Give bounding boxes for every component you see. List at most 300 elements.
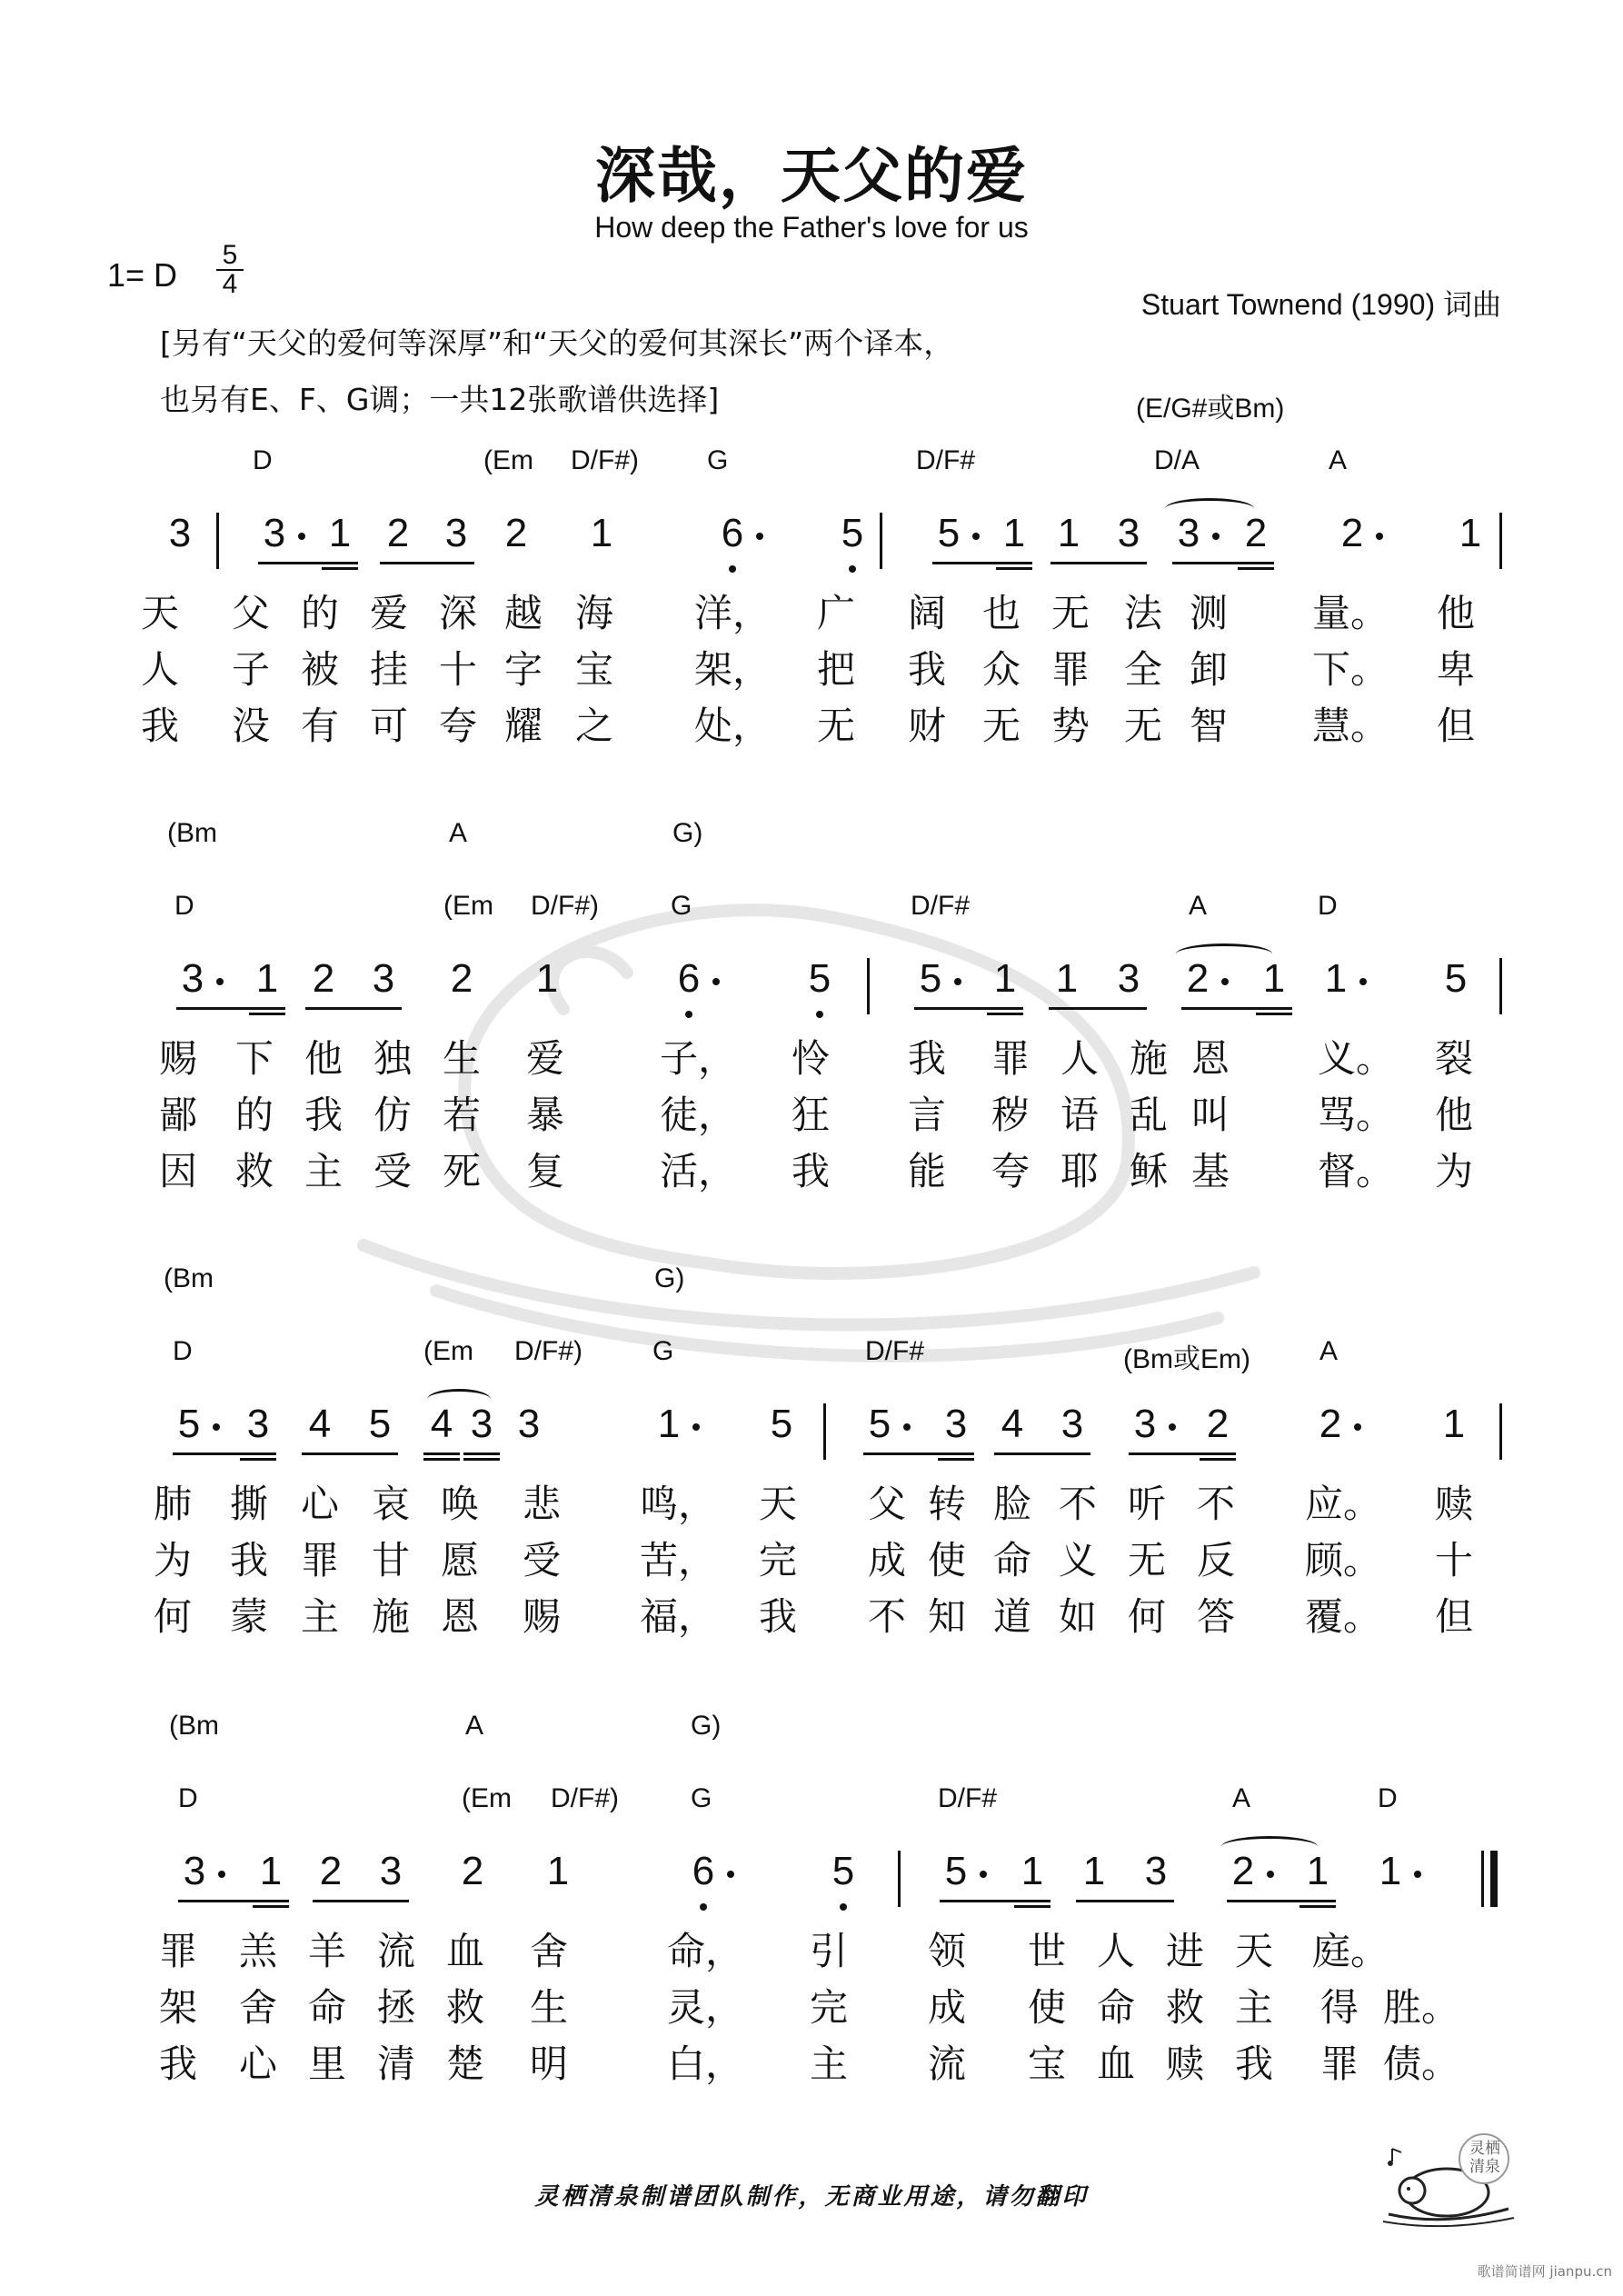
jianpu-note: 1 [255, 956, 279, 1001]
lyric-char: 受 [522, 1538, 561, 1582]
lyric-char: 唤 [440, 1482, 479, 1526]
bar-line [1499, 958, 1502, 1014]
beam-line [304, 1452, 396, 1455]
lyric-char: 清 [376, 2041, 415, 2086]
lyric-char: 无 [1123, 704, 1162, 748]
jianpu-note: 3 [183, 1849, 206, 1893]
lyric-char: 灵， [667, 1985, 744, 2030]
chord-label: D/F# [916, 445, 976, 475]
lyric-char: 赐 [158, 1036, 197, 1081]
jianpu-note: 2 [1340, 511, 1364, 555]
augmentation-dot [1354, 1423, 1361, 1431]
lyric-char: 何 [1127, 1594, 1166, 1639]
bar-line [823, 1403, 826, 1460]
jianpu-note: 3 [1060, 1402, 1084, 1446]
lyric-char: 复 [525, 1149, 564, 1193]
lyric-char: 阔 [907, 591, 946, 635]
lyric-char: 我 [158, 2041, 197, 2086]
lyric-char: 处， [694, 704, 772, 748]
lyric-char: 字 [503, 647, 543, 692]
jianpu-note: 5 [841, 511, 864, 555]
lyric-char: 无 [1050, 591, 1090, 635]
sheep-logo [1381, 2127, 1518, 2227]
lyric-char: 子， [660, 1036, 737, 1081]
beam-line [178, 1900, 287, 1902]
jianpu-note: 1 [1379, 1849, 1402, 1893]
jianpu-note: 1 [1002, 511, 1026, 555]
lyric-char: 命， [667, 1929, 744, 1973]
alt-chord-label: (Bm [169, 1711, 219, 1741]
chord-label: D [178, 1783, 198, 1813]
lyric-char: 明 [529, 2041, 568, 2086]
chord-label: D [1318, 891, 1338, 921]
alt-chord-label: G) [654, 1263, 685, 1293]
bar-line [1499, 1403, 1502, 1460]
lyric-char: 爱 [369, 591, 408, 635]
slur [1221, 1836, 1318, 1857]
lyric-char: 成 [867, 1538, 906, 1582]
jianpu-note: 1 [1442, 1402, 1466, 1446]
underline-beam [423, 1458, 460, 1461]
augmentation-dot [218, 1871, 225, 1878]
chord-label: G [707, 445, 729, 475]
key-signature: 1= D [107, 256, 178, 294]
key-options-note: 也另有E、F、G调；一共12张歌谱供选择] [160, 382, 720, 417]
lower-octave-dot [685, 1011, 692, 1018]
lyric-char: 卸 [1189, 647, 1228, 692]
lyric-char: 愿 [440, 1538, 479, 1582]
underline-beam [1200, 1458, 1236, 1461]
lyric-char: 甘 [371, 1538, 410, 1582]
lyric-char: 何 [153, 1594, 192, 1639]
chord-label: (Em [443, 891, 493, 921]
augmentation-dot [1414, 1871, 1421, 1878]
lyric-char: 十 [1434, 1538, 1473, 1582]
beam-line [863, 1452, 972, 1455]
lyric-char: 夸 [991, 1149, 1030, 1193]
lyric-char: 没 [231, 704, 270, 748]
lyric-char: 海 [574, 591, 613, 635]
jianpu-note: 4 [1001, 1402, 1024, 1446]
lower-octave-dot [840, 1903, 847, 1911]
jianpu-note: 5 [868, 1402, 891, 1446]
lyric-char: 命 [307, 1985, 346, 2030]
jianpu-note: 2 [1319, 1402, 1342, 1446]
lyric-char: 罪 [158, 1929, 197, 1973]
lyric-char: 父 [867, 1482, 906, 1526]
lyric-char: 怜 [791, 1036, 830, 1081]
lyric-char: 赎 [1165, 2041, 1204, 2086]
lyric-char: 流 [927, 2041, 966, 2086]
lyric-char: 主 [300, 1594, 339, 1639]
lyric-char: 里 [307, 2041, 346, 2086]
beam-line [1078, 1900, 1172, 1902]
jianpu-note: 1 [590, 511, 613, 555]
lyric-char: 庭。 [1312, 1929, 1389, 1973]
underline-beam [1299, 1905, 1336, 1908]
beam-line [1172, 562, 1272, 564]
lyric-char: 他 [1434, 1093, 1473, 1137]
jianpu-note: 1 [657, 1402, 681, 1446]
jianpu-note: 5 [368, 1402, 392, 1446]
lyric-char: 成 [927, 1985, 966, 2030]
jianpu-note: 3 [1133, 1402, 1157, 1446]
beam-line [176, 1007, 284, 1010]
jianpu-note: 1 [1459, 511, 1482, 555]
underline-beam [253, 1905, 289, 1908]
lyric-char: 他 [304, 1036, 343, 1081]
lyric-char: 智 [1189, 704, 1228, 748]
lyric-char: 生 [442, 1036, 481, 1081]
lyric-char: 应。 [1305, 1482, 1382, 1526]
lyric-char: 楚 [445, 2041, 484, 2086]
lyric-char: 越 [503, 591, 543, 635]
beam-line [1052, 562, 1145, 564]
beam-line [932, 562, 1031, 564]
lyric-char: 血 [445, 1929, 484, 1973]
augmentation-dot [727, 1871, 734, 1878]
lyric-char: 流 [376, 1929, 415, 1973]
jianpu-note: 5 [770, 1402, 793, 1446]
chord-label: D [253, 445, 273, 475]
time-signature-bottom: 4 [216, 269, 244, 298]
jianpu-note: 2 [1186, 956, 1210, 1001]
lyric-char: 言 [907, 1093, 946, 1137]
lyric-char: 答 [1196, 1594, 1235, 1639]
alt-chord-label: (Bm [167, 818, 217, 848]
beam-line [382, 562, 473, 564]
lyric-char: 蒙 [229, 1594, 268, 1639]
lyric-char: 主 [1234, 1985, 1273, 2030]
lyric-char: 耶 [1060, 1149, 1099, 1193]
final-bar-thin [1481, 1851, 1484, 1907]
beam-line [173, 1452, 274, 1455]
jianpu-note: 2 [504, 511, 528, 555]
lyric-char: 主 [809, 2041, 848, 2086]
chord-label: D/F# [865, 1336, 925, 1366]
beam-line [1227, 1900, 1334, 1902]
lyric-char: 活， [660, 1149, 737, 1193]
lyric-char: 徒， [660, 1093, 737, 1137]
lyric-char: 之 [574, 704, 613, 748]
lyric-char: 广 [816, 591, 855, 635]
lyric-char: 引 [809, 1929, 848, 1973]
chord-label: D/F#) [514, 1336, 582, 1366]
chord-label: D [173, 1336, 193, 1366]
chord-label: G [671, 891, 692, 921]
lyric-char: 如 [1058, 1594, 1097, 1639]
jianpu-note: 1 [1057, 511, 1080, 555]
augmentation-dot [692, 1423, 700, 1431]
lyric-char: 白， [667, 2041, 744, 2086]
beam-line [1129, 1452, 1234, 1455]
lyric-char: 我 [304, 1093, 343, 1137]
underline-beam [240, 1458, 276, 1461]
underline-beam [423, 1452, 460, 1455]
lyric-char: 我 [907, 647, 946, 692]
lyric-char: 救 [1165, 1985, 1204, 2030]
lyric-char: 宝 [574, 647, 613, 692]
lyric-char: 为 [153, 1538, 192, 1582]
underline-beam [1238, 567, 1274, 570]
lyric-char: 我 [758, 1594, 797, 1639]
lyric-char: 稣 [1129, 1149, 1168, 1193]
jianpu-note: 3 [444, 511, 468, 555]
lyric-char: 死 [442, 1149, 481, 1193]
lyric-char: 能 [907, 1149, 946, 1193]
jianpu-note: 1 [1082, 1849, 1106, 1893]
lyric-char: 耀 [503, 704, 543, 748]
lyric-char: 骂。 [1318, 1093, 1395, 1137]
lyric-char: 人 [1096, 1929, 1135, 1973]
lyric-char: 道 [992, 1594, 1031, 1639]
chord-label: (Em [483, 445, 533, 475]
lyric-char: 天 [1234, 1929, 1273, 1973]
lyric-char: 量。 [1312, 591, 1389, 635]
lyric-char: 狂 [791, 1093, 830, 1137]
jianpu-note: 5 [937, 511, 961, 555]
lyric-char: 领 [927, 1929, 966, 1973]
jianpu-note: 4 [308, 1402, 332, 1446]
lyric-char: 慧。 [1312, 704, 1389, 748]
lyric-char: 他 [1436, 591, 1475, 635]
jianpu-note: 3 [1144, 1849, 1168, 1893]
chord-label: D [1378, 1783, 1398, 1813]
lyric-char: 法 [1123, 591, 1162, 635]
lyric-char: 我 [907, 1036, 946, 1081]
lyric-char: 悲 [522, 1482, 561, 1526]
lyric-char: 不 [867, 1594, 906, 1639]
lyric-char: 因 [158, 1149, 197, 1193]
chord-label: D/F# [938, 1783, 998, 1813]
jianpu-note: 5 [919, 956, 942, 1001]
jianpu-note: 3 [1117, 956, 1140, 1001]
lower-octave-dot [700, 1903, 707, 1911]
lower-octave-dot [816, 1011, 823, 1018]
lyric-char: 但 [1434, 1594, 1473, 1639]
jianpu-note: 2 [386, 511, 410, 555]
lyric-char: 完 [758, 1538, 797, 1582]
chord-label: A [1319, 1336, 1339, 1366]
jianpu-note: 3 [372, 956, 395, 1001]
lyric-char: 罪 [1050, 647, 1090, 692]
footer-credit: 灵栖清泉制谱团队制作，无商业用途，请勿翻印 [534, 2183, 1089, 2211]
beam-line [1181, 1007, 1290, 1010]
jianpu-note: 1 [259, 1849, 283, 1893]
jianpu-note: 2 [312, 956, 335, 1001]
augmentation-dot [903, 1423, 911, 1431]
chord-label: (Em [462, 1783, 512, 1813]
lyric-char: 受 [373, 1149, 412, 1193]
final-bar-thick [1490, 1851, 1498, 1907]
lyric-char: 仿 [373, 1093, 412, 1137]
lyric-char: 洋， [694, 591, 772, 635]
beam-line [1050, 1007, 1145, 1010]
alt-chord-label: A [449, 818, 468, 848]
chord-label: A [1189, 891, 1208, 921]
lyric-char: 恩 [1190, 1036, 1230, 1081]
jianpu-note: 2 [319, 1849, 343, 1893]
beam-line [940, 1900, 1049, 1902]
lyric-char: 督。 [1318, 1149, 1395, 1193]
chord-label: D/F#) [551, 1783, 619, 1813]
jianpu-note: 5 [831, 1849, 855, 1893]
beam-line [914, 1007, 1021, 1010]
augmentation-dot [1169, 1423, 1176, 1431]
lyric-char: 舍 [529, 1929, 568, 1973]
lyric-char: 肺 [153, 1482, 192, 1526]
slur [1176, 943, 1272, 964]
augmentation-dot [1376, 533, 1383, 540]
jianpu-note: 4 [430, 1402, 453, 1446]
augmentation-dot [712, 978, 720, 985]
lyric-char: 使 [1027, 1985, 1066, 2030]
alt-chord-note: (E/G#或Bm) [1136, 394, 1285, 424]
slur [427, 1389, 491, 1410]
lyric-char: 裂 [1434, 1036, 1473, 1081]
lyric-char: 基 [1190, 1149, 1230, 1193]
jianpu-note: 2 [461, 1849, 484, 1893]
lyric-char: 我 [791, 1149, 830, 1193]
lyric-char: 反 [1196, 1538, 1235, 1582]
jianpu-note: 1 [993, 956, 1017, 1001]
lyric-char: 若 [442, 1093, 481, 1137]
underline-beam [1256, 1013, 1292, 1015]
alt-chord-label: (Bm [164, 1263, 214, 1293]
song-subtitle: How deep the Father's love for us [594, 211, 1029, 244]
chord-label: D/F#) [531, 891, 599, 921]
lyric-char: 有 [300, 704, 339, 748]
lyric-char: 下 [234, 1036, 274, 1081]
song-title: 深哉，天父的爱 [595, 141, 1028, 211]
jianpu-note: 1 [546, 1849, 570, 1893]
chord-label: G [691, 1783, 712, 1813]
augmentation-dot [1267, 1871, 1274, 1878]
lyric-char: 我 [140, 704, 179, 748]
beam-line [314, 1900, 407, 1902]
chord-label: A [1329, 445, 1348, 475]
logo-text: 灵栖清泉 [1469, 2140, 1500, 2176]
jianpu-note: 5 [177, 1402, 201, 1446]
lyric-char: 福， [640, 1594, 717, 1639]
jianpu-note: 6 [692, 1849, 715, 1893]
augmentation-dot [972, 533, 980, 540]
lyric-char: 恩 [440, 1594, 479, 1639]
lyric-char: 卑 [1436, 647, 1475, 692]
jianpu-note: 5 [808, 956, 831, 1001]
lyric-char: 罪 [991, 1036, 1030, 1081]
lyric-char: 宝 [1027, 2041, 1066, 2086]
lyric-char: 覆。 [1305, 1594, 1382, 1639]
jianpu-note: 6 [677, 956, 701, 1001]
lyric-char: 为 [1434, 1149, 1473, 1193]
lyric-char: 胜。 [1383, 1985, 1460, 2030]
jianpu-note: 1 [1324, 956, 1348, 1001]
augmentation-dot [980, 1871, 987, 1878]
lyric-char: 施 [1129, 1036, 1168, 1081]
lower-octave-dot [729, 565, 736, 573]
jianpu-note: 3 [181, 956, 204, 1001]
lyric-char: 夸 [438, 704, 477, 748]
jianpu-note: 1 [328, 511, 352, 555]
lyric-char: 鄙 [158, 1093, 197, 1137]
lyric-char: 天 [758, 1482, 797, 1526]
lyric-char: 赐 [522, 1594, 561, 1639]
jianpu-note: 5 [944, 1849, 968, 1893]
lyric-char: 人 [140, 647, 179, 692]
lyric-char: 听 [1127, 1482, 1166, 1526]
lyric-char: 世 [1027, 1929, 1066, 1973]
lyric-char: 主 [304, 1149, 343, 1193]
jianpu-note: 2 [1231, 1849, 1255, 1893]
composer-credit: Stuart Townend (1990) 词曲 [1140, 288, 1501, 321]
lyric-char: 独 [373, 1036, 412, 1081]
jianpu-note: 3 [1117, 511, 1140, 555]
jianpu-note: 3 [470, 1402, 493, 1446]
lyric-char: 舍 [238, 1985, 277, 2030]
underline-beam [463, 1452, 500, 1455]
lyric-char: 十 [438, 647, 477, 692]
bar-line [898, 1851, 901, 1907]
jianpu-note: 1 [1055, 956, 1079, 1001]
jianpu-note: 3 [1177, 511, 1200, 555]
jianpu-note: 1 [1021, 1849, 1044, 1893]
bar-line [880, 513, 882, 569]
lyric-char: 父 [231, 591, 270, 635]
underline-beam [463, 1458, 500, 1461]
beam-line [307, 1007, 400, 1010]
lyric-char: 进 [1165, 1929, 1204, 1973]
augmentation-dot [756, 533, 763, 540]
beam-line [996, 1452, 1089, 1455]
chord-label: (Bm或Em) [1123, 1344, 1250, 1374]
lyric-char: 转 [927, 1482, 966, 1526]
chord-label: A [1232, 1783, 1251, 1813]
jianpu-note: 3 [517, 1402, 541, 1446]
slur [1165, 498, 1254, 519]
lyric-char: 救 [445, 1985, 484, 2030]
underline-beam [996, 567, 1032, 570]
lyric-char: 完 [809, 1985, 848, 2030]
jianpu-note: 3 [168, 511, 192, 555]
lyric-char: 罪 [300, 1538, 339, 1582]
augmentation-dot [298, 533, 305, 540]
bar-line [216, 513, 219, 569]
jianpu-note: 3 [944, 1402, 968, 1446]
lyric-char: 的 [300, 591, 339, 635]
lyric-char: 救 [234, 1149, 274, 1193]
lyric-char: 使 [927, 1538, 966, 1582]
lyric-char: 也 [981, 591, 1021, 635]
lyric-char: 知 [927, 1594, 966, 1639]
underline-beam [1014, 1905, 1050, 1908]
lyric-char: 施 [371, 1594, 410, 1639]
lyric-char: 秽 [991, 1093, 1030, 1137]
augmentation-dot [213, 1423, 220, 1431]
lyric-char: 生 [529, 1985, 568, 2030]
lyric-char: 不 [1196, 1482, 1235, 1526]
lyric-char: 鸣， [640, 1482, 717, 1526]
chord-label: D/A [1154, 445, 1200, 475]
augmentation-dot [1212, 533, 1220, 540]
lyric-char: 挂 [369, 647, 408, 692]
lyric-char: 羔 [238, 1929, 277, 1973]
lyric-char: 羊 [307, 1929, 346, 1973]
augmentation-dot [1359, 978, 1367, 985]
lyric-char: 爱 [525, 1036, 564, 1081]
lyric-char: 暴 [525, 1093, 564, 1137]
site-credit: 歌谱简谱网 jianpu.cn [1477, 2263, 1612, 2280]
